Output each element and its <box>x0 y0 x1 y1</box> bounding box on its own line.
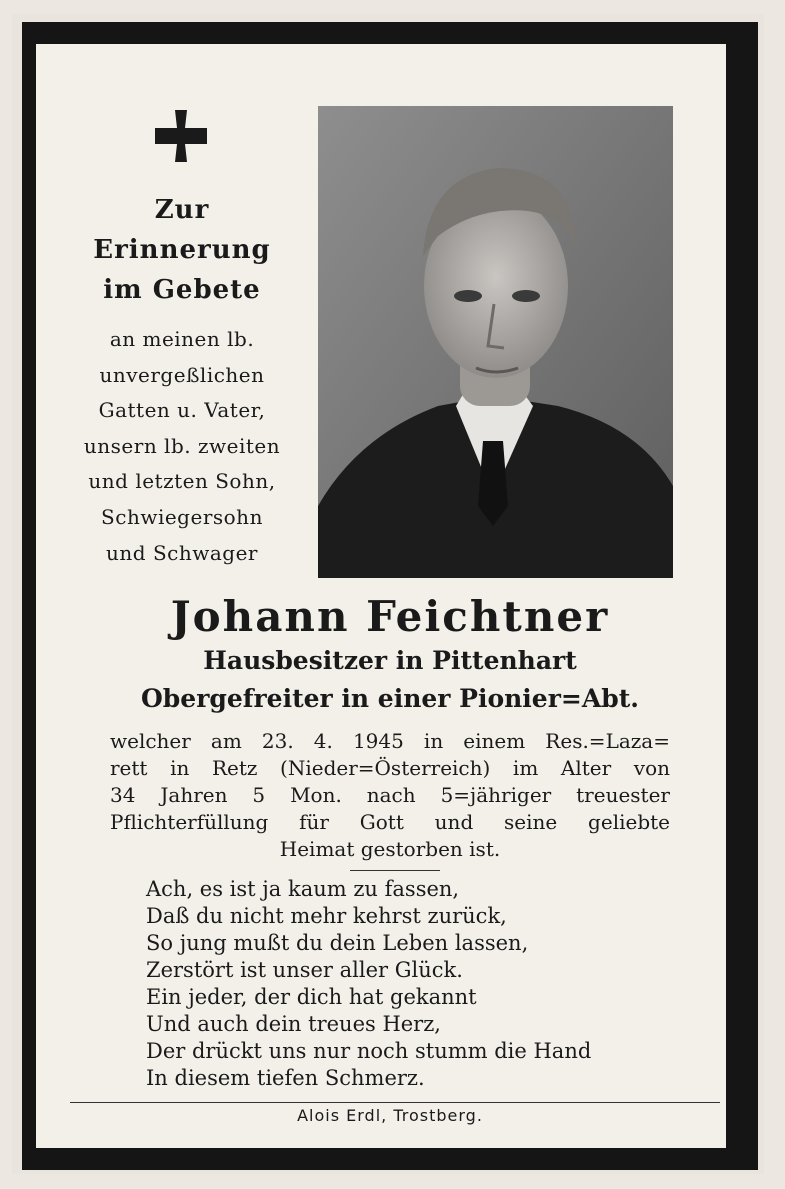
dedication-line: unvergeßlichen <box>99 362 265 387</box>
heading-line: Erinnerung <box>93 235 271 265</box>
dedication-text <box>62 322 302 571</box>
dedication-line: Gatten u. Vater, <box>98 398 266 423</box>
military-rank-line: Obergefreiter in einer Pionier=Abt. <box>141 684 639 713</box>
dedication-line: unsern lb. zweiten <box>83 433 281 458</box>
heading-line: im Gebete <box>103 275 261 305</box>
dedication-line: und Schwager <box>106 540 258 565</box>
memorial-heading <box>62 190 302 310</box>
bio-line: rett in Retz (Nieder=Österreich) im Alter von <box>110 756 670 780</box>
memorial-poem <box>146 876 666 1092</box>
poem-line: Daß du nicht mehr kehrst zurück, <box>146 904 507 928</box>
poem-line: Und auch dein treues Herz, <box>146 1012 441 1036</box>
printer-imprint: Alois Erdl, Trostberg. <box>297 1106 483 1125</box>
poem-line: In diesem tiefen Schmerz. <box>146 1066 425 1090</box>
divider <box>350 870 440 871</box>
dedication-line: an meinen lb. <box>109 327 255 351</box>
bio-line: 34 Jahren 5 Mon. nach 5=jähriger treuester <box>110 783 670 807</box>
portrait-illustration <box>318 106 673 578</box>
dedication-column <box>62 190 302 571</box>
deceased-name: Johann Feichtner <box>170 592 610 641</box>
death-notice-text <box>110 728 670 863</box>
bio-line: Heimat gestorben ist. <box>279 837 501 861</box>
occupation-line: Hausbesitzer in Pittenhart <box>203 646 577 675</box>
dedication-line: Schwiegersohn <box>101 504 263 529</box>
bio-line: welcher am 23. 4. 1945 in einem Res.=Laza= <box>110 729 670 753</box>
divider <box>70 1102 720 1103</box>
dedication-line: und letzten Sohn, <box>88 469 276 494</box>
poem-line: Ach, es ist ja kaum zu fassen, <box>146 877 460 901</box>
portrait-photo <box>318 106 673 578</box>
poem-line: So jung mußt du dein Leben lassen, <box>146 931 529 955</box>
bio-line: Pflichterfüllung für Gott und seine geliebte <box>110 810 670 834</box>
heading-line: Zur <box>154 195 210 225</box>
iron-cross-icon <box>155 110 207 162</box>
poem-line: Ein jeder, der dich hat gekannt <box>146 985 477 1009</box>
poem-line: Der drückt uns nur noch stumm die Hand <box>146 1039 592 1063</box>
poem-line: Zerstört ist unser aller Glück. <box>146 958 463 982</box>
